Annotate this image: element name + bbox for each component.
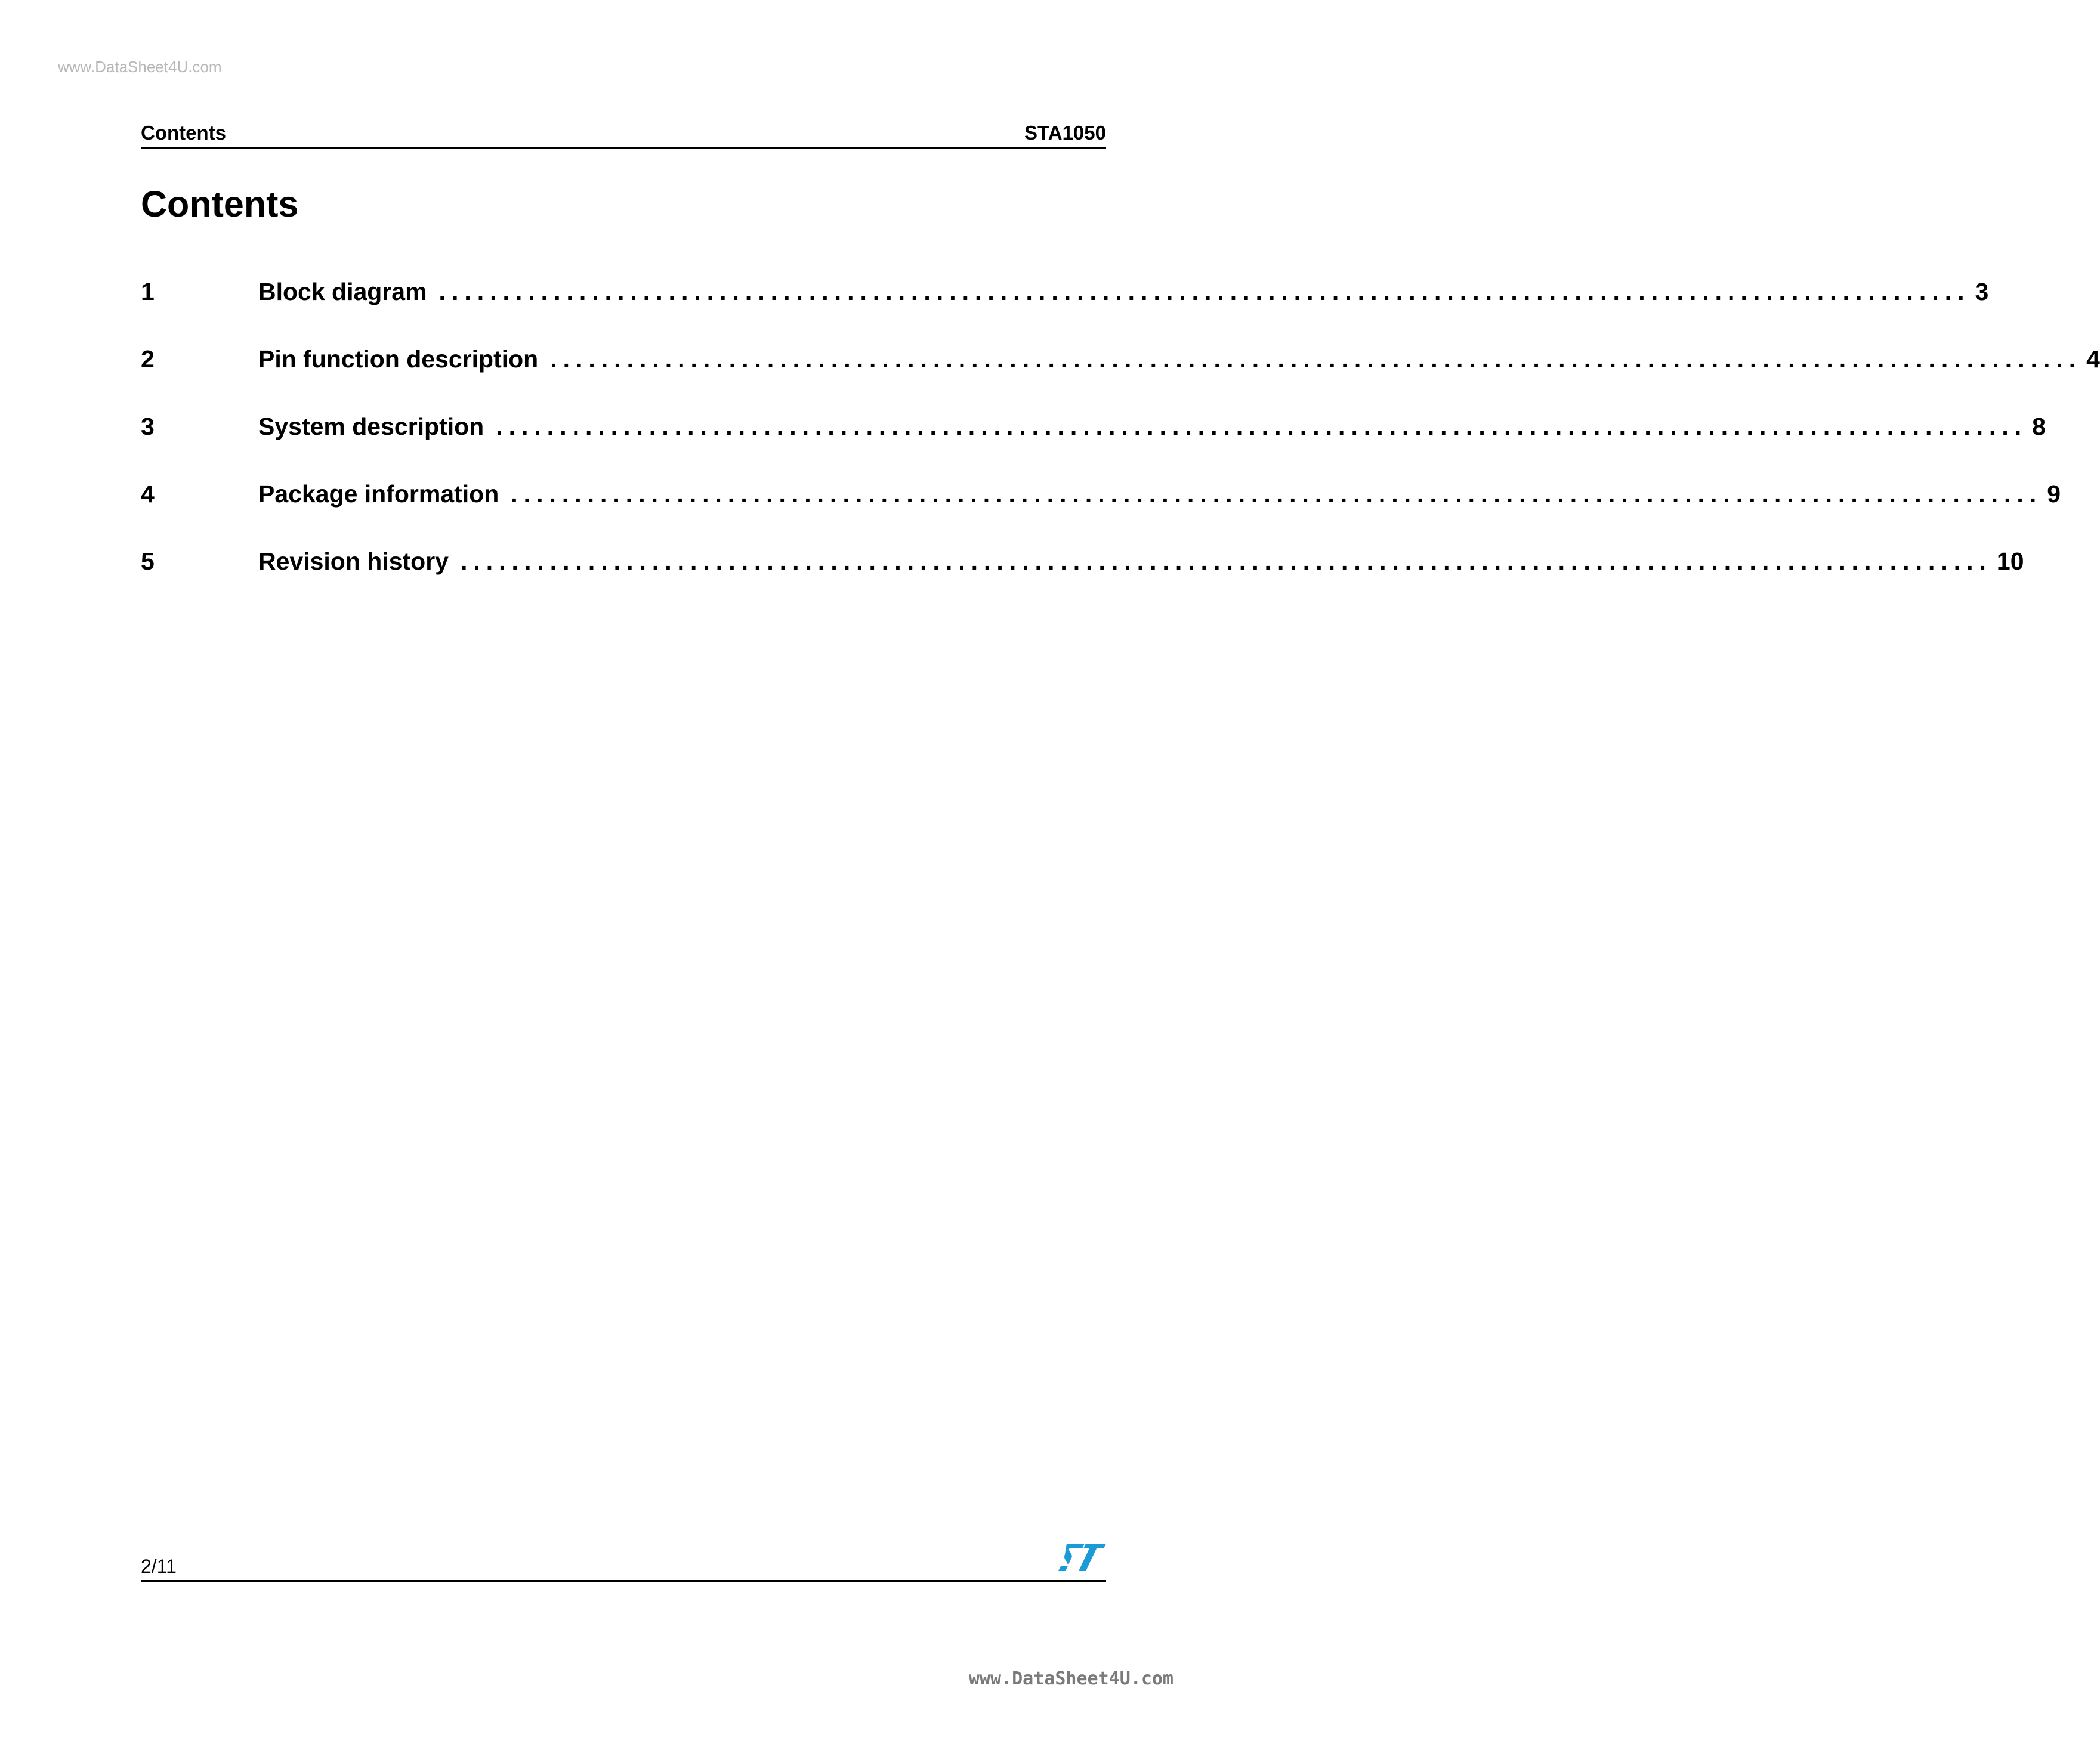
toc-entry-title[interactable]: Block diagram xyxy=(258,278,427,305)
watermark-bottom: www.DataSheet4U.com xyxy=(968,1668,1173,1689)
toc-entry-number: 4 xyxy=(141,480,155,508)
toc-dot-leader: ........................................................................................................................ xyxy=(511,480,2043,508)
toc-entry-page[interactable]: 3 xyxy=(1975,278,1989,305)
toc-entry-number: 5 xyxy=(141,548,155,575)
running-header xyxy=(141,121,1106,149)
toc-entry-number: 2 xyxy=(141,345,155,373)
toc-entry-body xyxy=(258,276,1988,307)
toc-entry-system-description[interactable] xyxy=(141,411,2046,478)
table-of-contents xyxy=(141,276,2100,613)
toc-entry-page[interactable]: 4 xyxy=(2086,345,2100,373)
page-title: Contents xyxy=(141,184,299,224)
toc-entry-package-information[interactable] xyxy=(141,478,2061,546)
toc-entry-body xyxy=(258,411,2046,442)
toc-entry-block-diagram[interactable] xyxy=(141,276,1989,344)
st-logo-icon xyxy=(1058,1541,1106,1574)
toc-dot-leader: ........................................................................................................................ xyxy=(550,345,2082,373)
toc-entry-title[interactable]: Package information xyxy=(258,480,499,508)
toc-entry-page[interactable]: 8 xyxy=(2032,413,2046,440)
toc-dot-leader: ........................................................................................................................ xyxy=(460,548,1992,575)
header-product-code: STA1050 xyxy=(1024,122,1106,144)
toc-dot-leader: ........................................................................................................................ xyxy=(438,278,1971,305)
running-footer xyxy=(141,1547,1106,1582)
toc-entry-number: 1 xyxy=(141,278,155,305)
toc-entry-body xyxy=(258,478,2061,509)
toc-entry-page[interactable]: 9 xyxy=(2047,480,2061,508)
toc-entry-title[interactable]: Revision history xyxy=(258,548,449,575)
header-section-label: Contents xyxy=(141,122,226,144)
toc-entry-body xyxy=(258,344,2100,375)
toc-entry-body xyxy=(258,546,2024,577)
toc-entry-title[interactable]: Pin function description xyxy=(258,345,539,373)
watermark-top: www.DataSheet4U.com xyxy=(58,58,222,76)
page-number: 2/11 xyxy=(141,1556,177,1577)
toc-entry-revision-history[interactable] xyxy=(141,546,2024,613)
toc-entry-pin-function-description[interactable] xyxy=(141,344,2100,411)
toc-entry-number: 3 xyxy=(141,413,155,440)
toc-entry-title[interactable]: System description xyxy=(258,413,484,440)
toc-entry-page[interactable]: 10 xyxy=(1996,548,2024,575)
toc-dot-leader: ........................................................................................................................ xyxy=(496,413,2028,440)
